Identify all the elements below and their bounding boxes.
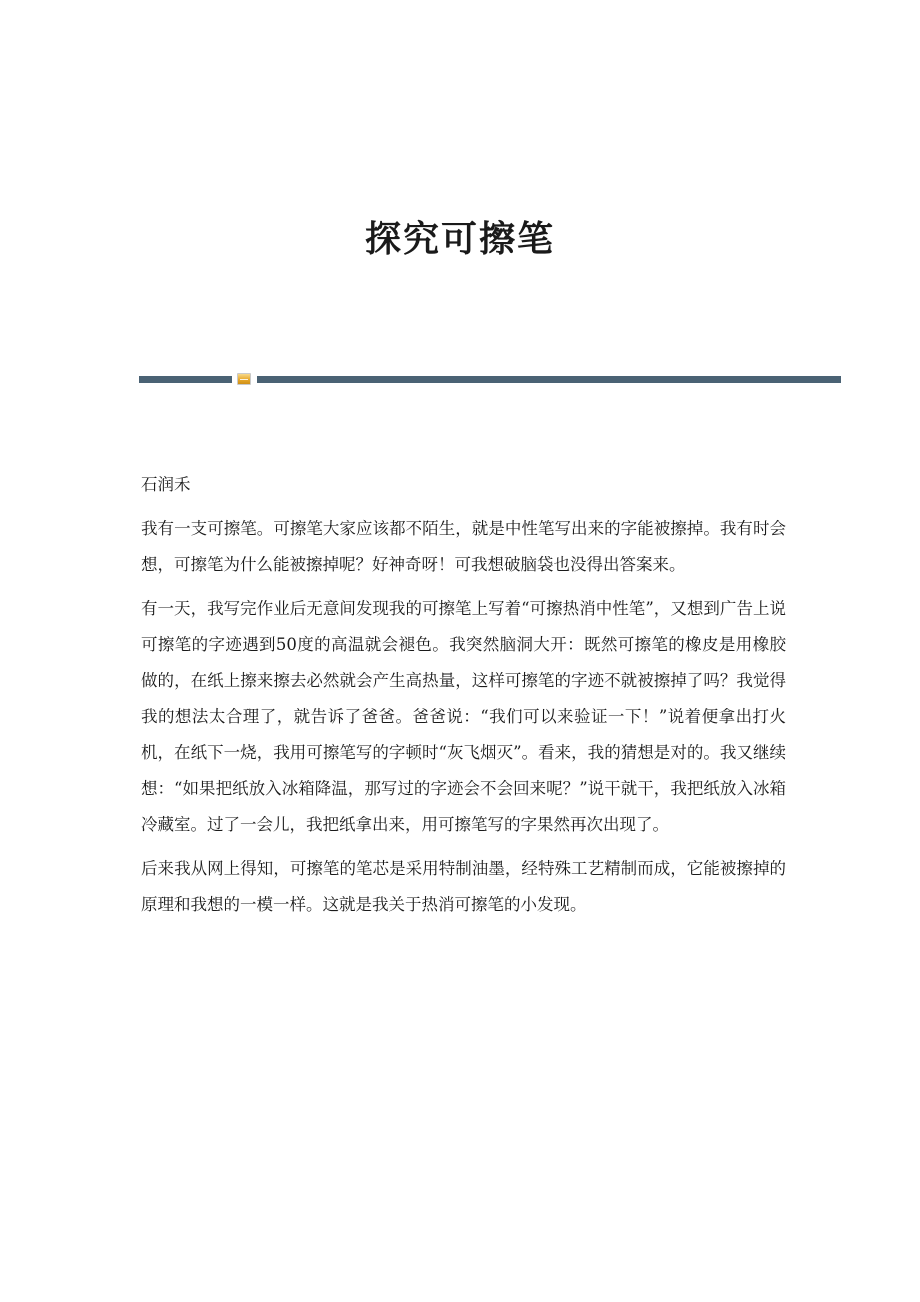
divider-bar-left [139, 376, 232, 383]
paragraph-3: 后来我从网上得知，可擦笔的笔芯是采用特制油墨，经特殊工艺精制而成，它能被擦掉的原理和我想的一模一样。这就是我关于热消可擦笔的小发现。 [141, 859, 786, 914]
divider-bar-right [257, 376, 841, 383]
paragraph-2: 有一天，我写完作业后无意间发现我的可擦笔上写着“可擦热消中性笔”，又想到广告上说可擦笔的字迹遇到50度的高温就会褪色。我突然脑洞大开：既然可擦笔的橡皮是用橡胶做的，在纸上擦来擦去必然就会产生高热量，这样可擦笔的字迹不就被擦掉了吗？我觉得我的想法太合理了，就告诉了爸爸。爸爸说：“我们可以来验证一下！”说着便拿出打火机，在纸下一烧，我用可擦笔写的字顿时“灰飞烟灭”。看来，我的猜想是对的。我又继续想：“如果把纸放入冰箱降温，那写过的字迹会不会回来呢？”说干就干，我把纸放入冰箱冷藏室。过了一会儿，我把纸拿出来，用可擦笔写的字果然再次出现了。 [141, 599, 786, 834]
title-divider [139, 373, 841, 385]
folder-tab-icon [237, 373, 251, 385]
article-body [141, 467, 786, 931]
paragraph-1: 我有一支可擦笔。可擦笔大家应该都不陌生，就是中性笔写出来的字能被擦掉。我有时会想，可擦笔为什么能被擦掉呢？好神奇呀！可我想破脑袋也没得出答案来。 [141, 519, 786, 574]
author-name: 石润禾 [141, 475, 191, 494]
document-title: 探究可擦笔 [364, 218, 555, 260]
